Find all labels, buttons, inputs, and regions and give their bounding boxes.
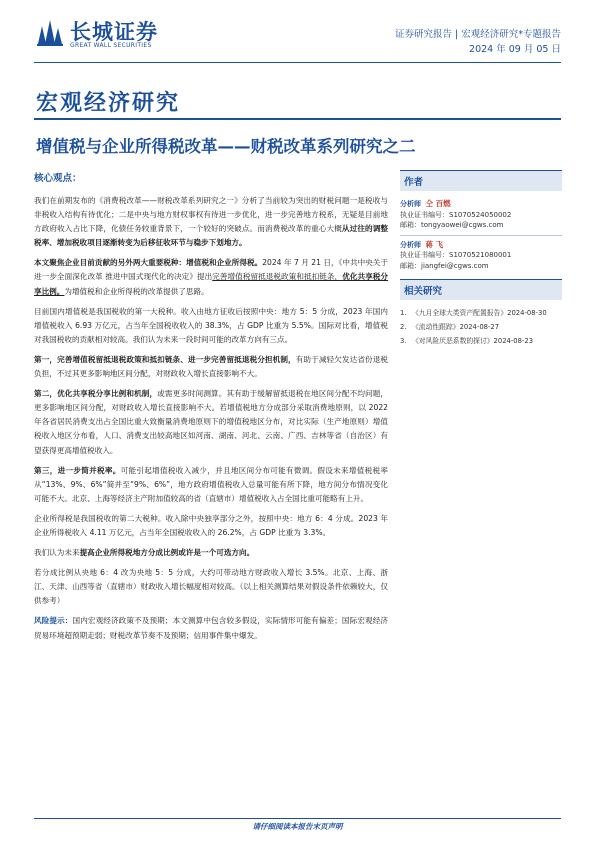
analyst-email[interactable]: 邮箱：tongyaowei@cgws.com [400,221,504,229]
analyst-email[interactable]: 邮箱：jiangfei@cgws.com [400,261,489,270]
analyst-card [400,240,562,272]
logo-text-cn: 长城证券 [70,20,158,44]
key-points-heading: 核心观点： [34,173,82,184]
related-research-item[interactable]: 3. 《对风险厌恶系数的探讨》2024-08-23 [400,337,534,345]
document-title: 增值税与企业所得税改革——财税改革系列研究之二 [36,137,416,156]
paragraph-point-2 [34,387,388,457]
risk-text: 国内宏观经济政策不及预期；本文测算中包含较多假设，实际情形可能有偏差；国际宏观经济贸易环境超预期走弱；财税改革节奏不及预期；信用事件集中爆发。 [34,616,389,640]
analyst-card [400,199,562,231]
intro-highlight: 从过往的调整税率、增加税收项目逐渐转变为后移征收环节与稳步下划地方。 [34,224,389,248]
focus-underline-2: 优化共享税分享比例。 [34,272,388,296]
paragraph-cit-estimate: 若分成比例从央地 6：4 改为央地 5：5 分成，大约可带动地方财政收入增长 3.5%。北京、上海、浙江、天津、山西等省（直辖市）财政收入增长幅度相对较高。（以上相关测算结果对假设条件依赖较大，仅供参考） [34,568,388,606]
point-3-text: 可能引起增值税收入减少，并且地区间分布可能有微调。假设未来增值税税率从“13%、9%、6%”简并至“9%、6%”，地方政府增值税收入总量可能有所下降，地方间分布情况变化可能不大。北京、上海等经济主产附加值较高的省（直辖市）增值税收入占全国比重可能略有上升。 [34,465,389,503]
intro-text: 我们在前期发布的《消费税改革——财税改革系列研究之一》分析了当前较为突出的财税问题一是税收与非税收入结构有待优化；二是中央与地方财权事权有待进一步优化，进一步完善地方税系，无疑是目前地方政府收入占比下降，化债任务较重背景下，一个较好的突破点。而消费税改革的重心大概 [34,196,388,234]
point-3-heading: 第三，进一步简并税率。 [34,465,121,475]
related-research-item[interactable]: 2. 《流动性跟踪》2024-08-27 [400,323,500,331]
point-1-heading: 第一，完善增值税留抵退税政策和抵扣链条、进一步完善留抵退税分担机制， [34,354,296,364]
paragraph-focus [34,256,388,298]
authors-heading: 作者 [400,170,562,191]
analyst-cert: 执业证书编号：S1070521080001 [400,251,512,259]
title-divider [34,118,561,120]
analyst-role: 分析师 [400,240,421,249]
report-type: 证券研究报告 | 宏观经济研究*专题报告 [395,29,561,40]
analyst-divider [400,235,562,236]
analyst-name: 仝 百燃 [425,199,451,208]
report-date: 2024 年 09 月 05 日 [469,44,561,55]
risk-label: 风险提示： [34,616,73,626]
company-logo [36,14,196,54]
paragraph-risk [34,614,388,642]
point-2-heading: 第二，优化共享税分享比例和机制， [34,389,158,399]
section-title: 宏观经济研究 [36,91,181,116]
paragraph-point-3 [34,464,388,506]
logo-text-en: GREAT WALL SECURITIES [70,42,152,49]
paragraph-cit: 企业所得税是我国税收的第二大税种。收入除中央独享部分之外，按照中央：地方 6：4 分成。2023 年企业所得税收入 4.11 万亿元，占当年全国税收收入的 26.2%，占 GDP 比重为 3.3%。 [34,513,388,537]
related-research-list [400,306,562,348]
logo-mark-icon [36,16,64,46]
footer-disclaimer: 请仔细阅读本报告末页声明 [34,818,561,833]
focus-text: 2024 年 7 月 21 日，《中共中央关于进一步全面深化改革 推进中国式现代化的决定》提出 [34,258,388,282]
paragraph-point-1 [34,353,388,381]
point-2-text: 或需更多时间测算。其有助于缓解留抵退税在地区间分配不均问题，更多影响地区间分配，对财政收入增长直接影响不大。若增值税地方分成部分采取消费地原则，以 2022 年各省居民消费支出占全国比重大致衡量消费地原则下的增值税地区分布，对比实际（生产地原则）增值税收入地区分布看，人口、消费支出较高地区如河南、湖南、河北、云南、广西、吉林等省（自治区）有望获得更高增值税收入。 [34,389,389,455]
report-meta [395,27,561,57]
paragraph-cit-direction [34,546,388,560]
side-column [400,170,562,348]
cit-direction-highlight: 提高企业所得税地方分成比例或许是一个可选方向。 [79,548,255,558]
point-1-text: 有助于减轻欠发达省份退税负担，不过其更多影响地区间分配，对财政收入增长直接影响不大。 [34,354,389,379]
related-research-heading: 相关研究 [400,279,562,300]
paragraph-vat: 目前国内增值税是我国税收的第一大税种。收入由地方征收后按照中央：地方 5：5 分成，2023 年国内增值税收入 6.93 万亿元，占当年全国税收收入的 38.3%，占 GDP 比重为 5.5%。国际对比看，增值税对我国税收的贡献相对较高。我们认为未来一段时间可能的改革方向有三点。 [34,306,388,344]
analyst-cert: 执业证书编号：S1070524050002 [400,210,512,219]
analyst-name: 蒋 飞 [425,239,444,249]
analyst-role: 分析师 [400,200,421,208]
focus-underline-1: 完善增值税留抵退税政策和抵扣链条， [212,272,343,282]
cit-direction-text: 我们认为未来 [34,548,80,558]
header-divider [34,62,561,63]
main-column [34,170,388,649]
paragraph-intro [34,194,388,250]
related-research-item[interactable]: 1. 《九月全球大类资产配置报告》2024-08-30 [400,309,547,317]
focus-text-end: 为增值税和企业所得税的改革提供了思路。 [64,286,209,296]
focus-highlight: 本文聚焦企业目前贡献的另外两大重要税种：增值税和企业所得税。 [34,258,263,268]
